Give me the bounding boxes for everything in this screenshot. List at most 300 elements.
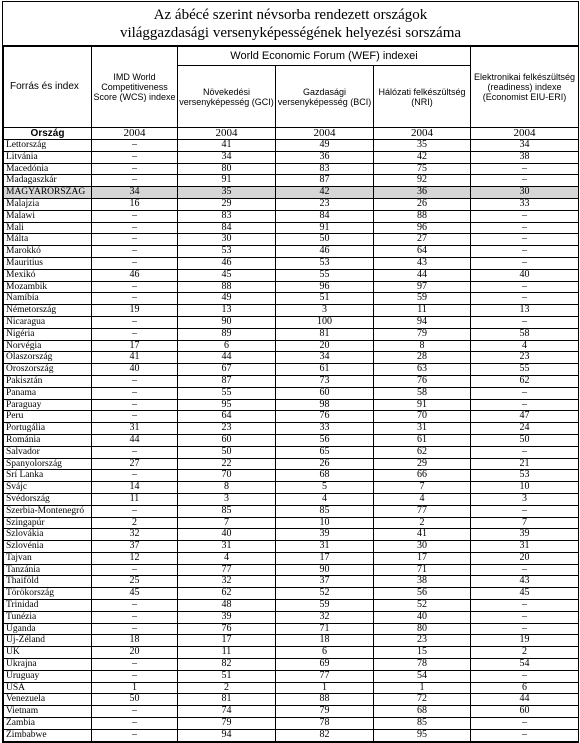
cell-eiu-eri: 44 (471, 694, 579, 706)
cell-wef-bci: 3 (276, 305, 374, 317)
table-row (4, 246, 579, 258)
year-imd: 2004 (92, 128, 178, 140)
table-row (4, 694, 579, 706)
cell-wef-bci: 55 (276, 269, 374, 281)
table-row (4, 399, 579, 411)
cell-country: Malawi (4, 210, 92, 222)
header-imd: IMD World Competitiveness Score (WCS) indexe (92, 47, 178, 128)
cell-eiu-eri: – (471, 293, 579, 305)
cell-wef-nri: 54 (374, 670, 471, 682)
cell-imd-wcs: – (92, 257, 178, 269)
cell-wef-gci: 13 (178, 305, 276, 317)
cell-wef-gci: 8 (178, 482, 276, 494)
cell-eiu-eri: – (471, 222, 579, 234)
cell-wef-nri: 76 (374, 375, 471, 387)
cell-imd-wcs: – (92, 505, 178, 517)
cell-eiu-eri: 40 (471, 269, 579, 281)
cell-imd-wcs: – (92, 600, 178, 612)
table-row (4, 659, 579, 671)
cell-wef-nri: 62 (374, 446, 471, 458)
table-row (4, 600, 579, 612)
cell-imd-wcs: 34 (92, 187, 178, 199)
cell-wef-bci: 100 (276, 316, 374, 328)
cell-eiu-eri: 30 (471, 187, 579, 199)
cell-wef-nri: 17 (374, 552, 471, 564)
cell-wef-bci: 17 (276, 552, 374, 564)
cell-wef-nri: 31 (374, 423, 471, 435)
cell-imd-wcs: – (92, 611, 178, 623)
cell-eiu-eri: – (471, 564, 579, 576)
cell-country: Németország (4, 305, 92, 317)
cell-wef-gci: 90 (178, 316, 276, 328)
cell-eiu-eri: 55 (471, 364, 579, 376)
cell-eiu-eri: 13 (471, 305, 579, 317)
header-eiu: Elektronikai felkészültség (readiness) indexe (Economist EIU-ERI) (471, 47, 579, 128)
cell-country: Lettország (4, 140, 92, 152)
cell-country: Namíbia (4, 293, 92, 305)
table-row (4, 529, 579, 541)
cell-wef-bci: 56 (276, 434, 374, 446)
header-bci: Gazdasági versenyképesség (BCI) (276, 66, 374, 128)
cell-wef-nri: 78 (374, 659, 471, 671)
cell-country: Tajvan (4, 552, 92, 564)
cell-wef-nri: 40 (374, 611, 471, 623)
cell-wef-bci: 69 (276, 659, 374, 671)
cell-imd-wcs: – (92, 175, 178, 187)
cell-wef-gci: 2 (178, 682, 276, 694)
cell-wef-gci: 4 (178, 552, 276, 564)
cell-wef-bci: 68 (276, 470, 374, 482)
cell-eiu-eri: 58 (471, 328, 579, 340)
cell-wef-gci: 32 (178, 576, 276, 588)
cell-wef-gci: 41 (178, 140, 276, 152)
cell-wef-bci: 50 (276, 234, 374, 246)
cell-imd-wcs: – (92, 470, 178, 482)
document-title (3, 2, 578, 46)
table-row (4, 611, 579, 623)
table-row (4, 305, 579, 317)
cell-wef-bci: 18 (276, 635, 374, 647)
cell-wef-nri: 36 (374, 187, 471, 199)
cell-wef-nri: 56 (374, 588, 471, 600)
cell-eiu-eri: – (471, 505, 579, 517)
cell-country: Srí Lanka (4, 470, 92, 482)
cell-imd-wcs: – (92, 564, 178, 576)
cell-wef-bci: 91 (276, 222, 374, 234)
cell-imd-wcs: – (92, 718, 178, 730)
cell-country: Trinidad (4, 600, 92, 612)
cell-wef-gci: 55 (178, 387, 276, 399)
cell-wef-gci: 76 (178, 623, 276, 635)
cell-imd-wcs: 1 (92, 682, 178, 694)
cell-imd-wcs: – (92, 293, 178, 305)
table-row (4, 706, 579, 718)
cell-wef-bci: 65 (276, 446, 374, 458)
cell-wef-bci: 85 (276, 505, 374, 517)
cell-wef-nri: 72 (374, 694, 471, 706)
cell-wef-nri: 29 (374, 458, 471, 470)
cell-imd-wcs: – (92, 729, 178, 741)
cell-wef-gci: 39 (178, 611, 276, 623)
cell-eiu-eri: 38 (471, 151, 579, 163)
cell-wef-nri: 88 (374, 210, 471, 222)
cell-imd-wcs: 27 (92, 458, 178, 470)
cell-eiu-eri: – (471, 163, 579, 175)
cell-wef-gci: 17 (178, 635, 276, 647)
cell-wef-nri: 63 (374, 364, 471, 376)
table-row (4, 623, 579, 635)
cell-country: Mexikó (4, 269, 92, 281)
cell-country: UK (4, 647, 92, 659)
cell-eiu-eri: – (471, 600, 579, 612)
cell-wef-bci: 98 (276, 399, 374, 411)
cell-imd-wcs: 20 (92, 647, 178, 659)
table-row (4, 729, 579, 741)
cell-wef-nri: 79 (374, 328, 471, 340)
year-gci: 2004 (178, 128, 276, 140)
cell-country: Uruguay (4, 670, 92, 682)
cell-eiu-eri: 2 (471, 647, 579, 659)
cell-imd-wcs: – (92, 222, 178, 234)
cell-eiu-eri: 4 (471, 340, 579, 352)
cell-wef-bci: 32 (276, 611, 374, 623)
cell-eiu-eri: 39 (471, 529, 579, 541)
cell-imd-wcs: 44 (92, 434, 178, 446)
cell-country: Mali (4, 222, 92, 234)
cell-eiu-eri: – (471, 234, 579, 246)
cell-wef-nri: 38 (374, 576, 471, 588)
cell-country: Málta (4, 234, 92, 246)
table-row (4, 269, 579, 281)
cell-eiu-eri: – (471, 623, 579, 635)
cell-wef-nri: 26 (374, 198, 471, 210)
cell-country: Salvador (4, 446, 92, 458)
table-row (4, 281, 579, 293)
cell-wef-bci: 1 (276, 682, 374, 694)
cell-wef-nri: 52 (374, 600, 471, 612)
cell-eiu-eri: – (471, 729, 579, 741)
cell-imd-wcs: – (92, 246, 178, 258)
cell-eiu-eri: 53 (471, 470, 579, 482)
cell-wef-nri: 43 (374, 257, 471, 269)
cell-country: Macedónia (4, 163, 92, 175)
cell-wef-nri: 75 (374, 163, 471, 175)
cell-wef-nri: 1 (374, 682, 471, 694)
cell-imd-wcs: – (92, 328, 178, 340)
cell-wef-nri: 2 (374, 517, 471, 529)
cell-wef-gci: 79 (178, 718, 276, 730)
table-row (4, 670, 579, 682)
table-row (4, 423, 579, 435)
cell-eiu-eri: 20 (471, 552, 579, 564)
cell-wef-gci: 91 (178, 175, 276, 187)
table-row (4, 493, 579, 505)
cell-wef-bci: 49 (276, 140, 374, 152)
cell-wef-nri: 80 (374, 623, 471, 635)
table-row (4, 635, 579, 647)
cell-wef-bci: 42 (276, 187, 374, 199)
cell-imd-wcs: 18 (92, 635, 178, 647)
cell-wef-bci: 87 (276, 175, 374, 187)
table-row (4, 340, 579, 352)
cell-wef-gci: 35 (178, 187, 276, 199)
cell-wef-bci: 39 (276, 529, 374, 541)
header-nri: Hálózati felkészültség (NRI) (374, 66, 471, 128)
cell-wef-nri: 11 (374, 305, 471, 317)
cell-wef-nri: 27 (374, 234, 471, 246)
cell-wef-gci: 11 (178, 647, 276, 659)
cell-wef-gci: 81 (178, 694, 276, 706)
cell-country: Litvánia (4, 151, 92, 163)
cell-country: Peru (4, 411, 92, 423)
table-row (4, 718, 579, 730)
cell-wef-nri: 91 (374, 399, 471, 411)
cell-imd-wcs: – (92, 210, 178, 222)
cell-country: Nigéria (4, 328, 92, 340)
cell-wef-bci: 90 (276, 564, 374, 576)
table-row (4, 375, 579, 387)
cell-country: Tunézia (4, 611, 92, 623)
cell-eiu-eri: – (471, 670, 579, 682)
cell-eiu-eri: 50 (471, 434, 579, 446)
cell-wef-nri: 28 (374, 352, 471, 364)
cell-wef-bci: 59 (276, 600, 374, 612)
cell-wef-bci: 77 (276, 670, 374, 682)
cell-wef-gci: 94 (178, 729, 276, 741)
cell-imd-wcs: 25 (92, 576, 178, 588)
cell-country: Zimbabwe (4, 729, 92, 741)
cell-wef-nri: 70 (374, 411, 471, 423)
year-eiu: 2004 (471, 128, 579, 140)
cell-eiu-eri: – (471, 246, 579, 258)
cell-imd-wcs: 50 (92, 694, 178, 706)
cell-eiu-eri: – (471, 175, 579, 187)
cell-wef-bci: 37 (276, 576, 374, 588)
cell-wef-nri: 97 (374, 281, 471, 293)
cell-country: Szlovénia (4, 541, 92, 553)
cell-wef-gci: 84 (178, 222, 276, 234)
cell-wef-bci: 73 (276, 375, 374, 387)
cell-wef-bci: 33 (276, 423, 374, 435)
table-row (4, 446, 579, 458)
cell-wef-bci: 71 (276, 623, 374, 635)
ranking-table-document (2, 1, 579, 743)
cell-wef-bci: 5 (276, 482, 374, 494)
header-country: Ország (4, 128, 92, 140)
cell-country: Pakisztán (4, 375, 92, 387)
ranking-table (3, 46, 579, 742)
cell-wef-gci: 31 (178, 541, 276, 553)
cell-wef-nri: 77 (374, 505, 471, 517)
cell-wef-nri: 7 (374, 482, 471, 494)
table-row (4, 588, 579, 600)
cell-eiu-eri: 10 (471, 482, 579, 494)
table-row (4, 293, 579, 305)
cell-imd-wcs: – (92, 670, 178, 682)
cell-country: Portugália (4, 423, 92, 435)
cell-wef-nri: 30 (374, 541, 471, 553)
cell-imd-wcs: – (92, 316, 178, 328)
table-row (4, 151, 579, 163)
cell-imd-wcs: 11 (92, 493, 178, 505)
cell-wef-gci: 40 (178, 529, 276, 541)
cell-wef-nri: 64 (374, 246, 471, 258)
table-row (4, 682, 579, 694)
cell-wef-gci: 48 (178, 600, 276, 612)
cell-wef-bci: 6 (276, 647, 374, 659)
cell-wef-gci: 85 (178, 505, 276, 517)
cell-imd-wcs: – (92, 623, 178, 635)
cell-wef-gci: 67 (178, 364, 276, 376)
cell-imd-wcs: 45 (92, 588, 178, 600)
cell-wef-gci: 44 (178, 352, 276, 364)
cell-country: Madagaszkár (4, 175, 92, 187)
cell-wef-bci: 53 (276, 257, 374, 269)
cell-wef-gci: 64 (178, 411, 276, 423)
cell-wef-nri: 15 (374, 647, 471, 659)
cell-country: Malajzia (4, 198, 92, 210)
cell-wef-gci: 53 (178, 246, 276, 258)
cell-imd-wcs: – (92, 140, 178, 152)
table-row (4, 328, 579, 340)
cell-wef-nri: 59 (374, 293, 471, 305)
table-row (4, 434, 579, 446)
table-row (4, 316, 579, 328)
cell-wef-bci: 60 (276, 387, 374, 399)
table-row (4, 517, 579, 529)
cell-wef-bci: 23 (276, 198, 374, 210)
header-source: Forrás és index (4, 47, 92, 128)
cell-wef-gci: 80 (178, 163, 276, 175)
cell-eiu-eri: 31 (471, 541, 579, 553)
cell-eiu-eri: 23 (471, 352, 579, 364)
cell-eiu-eri: – (471, 387, 579, 399)
cell-wef-nri: 42 (374, 151, 471, 163)
table-row (4, 234, 579, 246)
table-row (4, 541, 579, 553)
cell-imd-wcs: 31 (92, 423, 178, 435)
cell-wef-nri: 44 (374, 269, 471, 281)
cell-country: Venezuela (4, 694, 92, 706)
title-line-2: világgazdasági versenyképességének helyezési sorszáma (119, 25, 462, 41)
cell-wef-nri: 94 (374, 316, 471, 328)
cell-wef-nri: 71 (374, 564, 471, 576)
cell-wef-gci: 7 (178, 517, 276, 529)
table-row (4, 222, 579, 234)
cell-wef-bci: 61 (276, 364, 374, 376)
cell-country: Szingapúr (4, 517, 92, 529)
cell-wef-nri: 23 (374, 635, 471, 647)
table-row (4, 458, 579, 470)
year-nri: 2004 (374, 128, 471, 140)
cell-imd-wcs: – (92, 163, 178, 175)
cell-country: Panama (4, 387, 92, 399)
cell-eiu-eri: 19 (471, 635, 579, 647)
cell-eiu-eri: 47 (471, 411, 579, 423)
cell-country: Mauritius (4, 257, 92, 269)
table-row (4, 505, 579, 517)
cell-country: Törökország (4, 588, 92, 600)
cell-eiu-eri: – (471, 611, 579, 623)
cell-wef-bci: 10 (276, 517, 374, 529)
cell-imd-wcs: 41 (92, 352, 178, 364)
cell-imd-wcs: 19 (92, 305, 178, 317)
cell-wef-nri: 61 (374, 434, 471, 446)
cell-country: Oroszország (4, 364, 92, 376)
cell-eiu-eri: – (471, 446, 579, 458)
table-row (4, 364, 579, 376)
cell-wef-bci: 79 (276, 706, 374, 718)
cell-country: Norvégia (4, 340, 92, 352)
cell-imd-wcs: 37 (92, 541, 178, 553)
cell-eiu-eri: – (471, 718, 579, 730)
table-row (4, 187, 579, 199)
cell-wef-bci: 20 (276, 340, 374, 352)
cell-wef-bci: 96 (276, 281, 374, 293)
cell-wef-bci: 83 (276, 163, 374, 175)
cell-wef-gci: 51 (178, 670, 276, 682)
cell-eiu-eri: 54 (471, 659, 579, 671)
cell-wef-bci: 88 (276, 694, 374, 706)
table-row (4, 257, 579, 269)
table-row (4, 576, 579, 588)
cell-wef-nri: 66 (374, 470, 471, 482)
cell-wef-gci: 6 (178, 340, 276, 352)
cell-wef-bci: 46 (276, 246, 374, 258)
table-row (4, 647, 579, 659)
table-row (4, 210, 579, 222)
header-gci: Növekedési versenyképesség (GCI) (178, 66, 276, 128)
table-row (4, 175, 579, 187)
cell-eiu-eri: 6 (471, 682, 579, 694)
cell-wef-gci: 95 (178, 399, 276, 411)
cell-country: Nicaragua (4, 316, 92, 328)
cell-wef-gci: 70 (178, 470, 276, 482)
cell-wef-bci: 82 (276, 729, 374, 741)
header-wef: World Economic Forum (WEF) indexei (178, 47, 471, 66)
cell-wef-bci: 84 (276, 210, 374, 222)
cell-imd-wcs: 32 (92, 529, 178, 541)
cell-wef-gci: 89 (178, 328, 276, 340)
cell-country: Szlovákia (4, 529, 92, 541)
cell-wef-gci: 29 (178, 198, 276, 210)
cell-imd-wcs: – (92, 375, 178, 387)
cell-imd-wcs: 17 (92, 340, 178, 352)
cell-imd-wcs: – (92, 151, 178, 163)
cell-eiu-eri: 34 (471, 140, 579, 152)
cell-imd-wcs: 16 (92, 198, 178, 210)
cell-imd-wcs: 14 (92, 482, 178, 494)
cell-wef-nri: 95 (374, 729, 471, 741)
cell-wef-gci: 74 (178, 706, 276, 718)
cell-country: Zambia (4, 718, 92, 730)
cell-wef-bci: 81 (276, 328, 374, 340)
table-body (4, 140, 579, 742)
cell-wef-gci: 3 (178, 493, 276, 505)
cell-eiu-eri: 43 (471, 576, 579, 588)
cell-wef-nri: 35 (374, 140, 471, 152)
cell-imd-wcs: 40 (92, 364, 178, 376)
cell-wef-gci: 22 (178, 458, 276, 470)
cell-eiu-eri: 24 (471, 423, 579, 435)
cell-eiu-eri: 3 (471, 493, 579, 505)
cell-country: Svédország (4, 493, 92, 505)
cell-wef-nri: 4 (374, 493, 471, 505)
cell-eiu-eri: – (471, 281, 579, 293)
cell-imd-wcs: – (92, 234, 178, 246)
cell-wef-bci: 4 (276, 493, 374, 505)
cell-wef-gci: 34 (178, 151, 276, 163)
